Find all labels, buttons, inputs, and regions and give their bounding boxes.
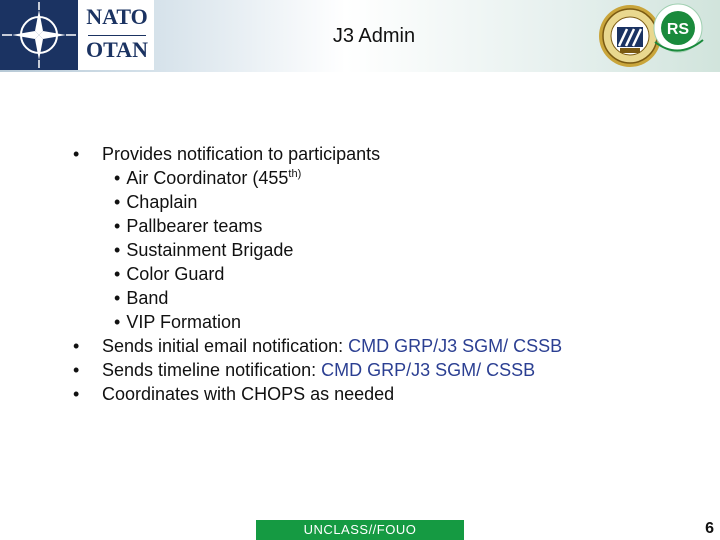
bullet-dot: • bbox=[73, 144, 80, 164]
list-item bbox=[70, 286, 690, 310]
list-item bbox=[70, 382, 690, 406]
nato-divider bbox=[88, 35, 146, 36]
bullet-text: Air Coordinator (455 bbox=[126, 168, 289, 188]
bullet-text: Provides notification to participants bbox=[102, 144, 381, 164]
list-item bbox=[70, 358, 690, 382]
page-title: J3 Admin bbox=[332, 25, 416, 47]
list-item bbox=[70, 190, 690, 214]
nato-word: NATO bbox=[86, 4, 148, 29]
bullet-list bbox=[70, 142, 690, 406]
nato-wordmark bbox=[78, 0, 154, 70]
resolute-support-logo bbox=[641, 2, 719, 62]
list-item bbox=[70, 166, 690, 190]
slide-header bbox=[0, 0, 720, 72]
bullet-dot: • bbox=[114, 264, 121, 284]
bullet-dot: • bbox=[114, 216, 121, 236]
bullet-dot: • bbox=[114, 240, 121, 260]
list-item bbox=[70, 238, 690, 262]
bullet-text: Pallbearer teams bbox=[126, 216, 263, 236]
list-item bbox=[70, 310, 690, 334]
bullet-text: Sends initial email notification: bbox=[102, 336, 349, 356]
page-number: 6 bbox=[705, 520, 714, 537]
bullet-dot: • bbox=[114, 192, 121, 212]
bullet-dot: • bbox=[114, 288, 121, 308]
list-item bbox=[70, 262, 690, 286]
bullet-dot: • bbox=[73, 360, 80, 380]
classification-banner: UNCLASS//FOUO bbox=[256, 520, 464, 540]
bullet-dot: • bbox=[73, 384, 80, 404]
bullet-dot: • bbox=[114, 312, 121, 332]
bullet-text: Sends timeline notification: bbox=[102, 360, 322, 380]
rs-logo-text: RS bbox=[666, 21, 690, 38]
nato-compass-icon bbox=[0, 0, 78, 70]
bullet-dot: • bbox=[114, 168, 121, 188]
bullet-text: Sustainment Brigade bbox=[126, 240, 294, 260]
recipients-highlight: CMD GRP/J3 SGM/ CSSB bbox=[321, 360, 536, 380]
list-item bbox=[70, 334, 690, 358]
otan-word: OTAN bbox=[86, 37, 148, 62]
bullet-text: Band bbox=[126, 288, 169, 308]
bullet-text: Color Guard bbox=[126, 264, 225, 284]
bullet-text: VIP Formation bbox=[126, 312, 242, 332]
bullet-text: Coordinates with CHOPS as needed bbox=[102, 384, 395, 404]
list-item bbox=[70, 142, 690, 166]
bullet-text: Chaplain bbox=[126, 192, 198, 212]
recipients-highlight: CMD GRP/J3 SGM/ CSSB bbox=[348, 336, 563, 356]
ordinal-suffix: th) bbox=[288, 168, 302, 180]
list-item bbox=[70, 214, 690, 238]
bullet-dot: • bbox=[73, 336, 80, 356]
